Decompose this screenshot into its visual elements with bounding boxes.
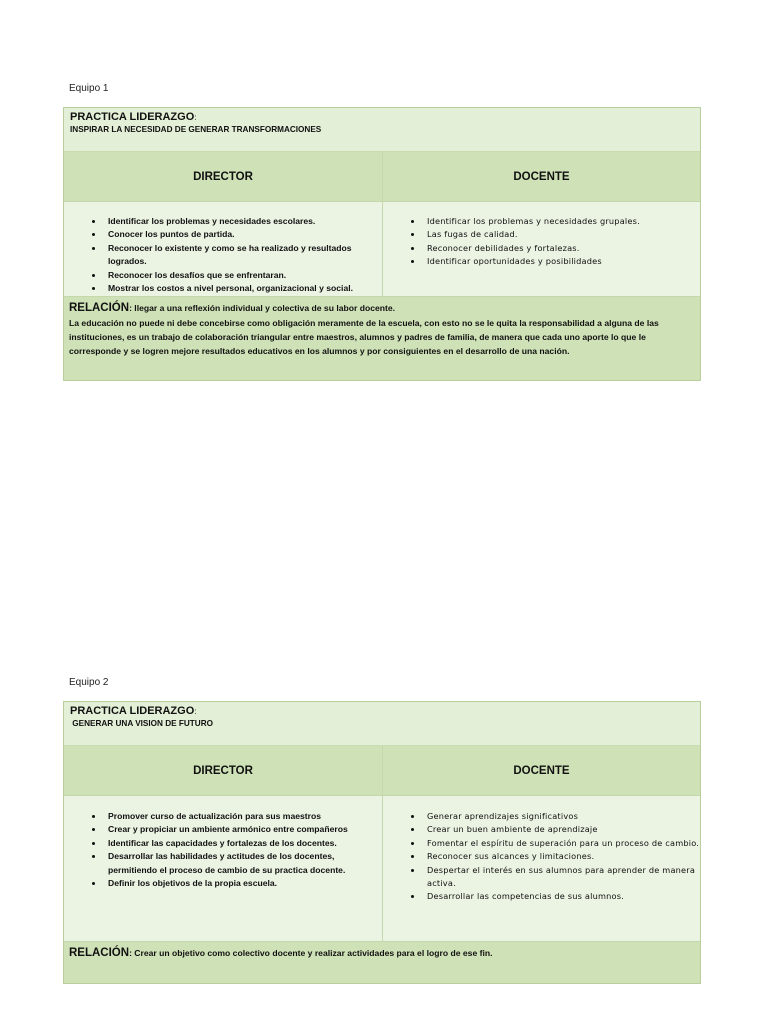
list-item: • Conocer los puntos de partida.	[104, 228, 382, 241]
director-column-header: DIRECTOR	[64, 746, 383, 796]
director-cell	[64, 796, 383, 941]
list-item: • Generar aprendizajes significativos	[423, 810, 700, 823]
table-header	[64, 108, 700, 152]
list-item: • Promover curso de actualización para sus maestros	[104, 810, 382, 823]
docente-cell	[383, 796, 700, 941]
list-item: • Reconocer debilidades y fortalezas.	[423, 242, 700, 255]
list-item: • Crear un buen ambiente de aprendizaje	[423, 823, 700, 836]
director-column-header: DIRECTOR	[64, 152, 383, 202]
list-item: • Mostrar los costos a nivel personal, organizacional y social.	[104, 282, 382, 295]
docente-column-header: DOCENTE	[383, 152, 700, 202]
list-item: • Reconocer lo existente y como se ha realizado y resultados logrados.	[104, 242, 382, 269]
relacion-label: RELACIÓN	[69, 302, 130, 314]
list-item: • Reconocer sus alcances y limitaciones.	[423, 850, 700, 863]
relacion-section	[64, 941, 700, 983]
list-item: • Despertar el interés en sus alumnos para aprender de manera activa.	[423, 864, 700, 891]
relacion-label: RELACIÓN	[69, 947, 130, 959]
director-cell	[64, 202, 383, 296]
relacion-text: : llegar a una reflexión individual y colectiva de su labor docente.	[129, 303, 396, 313]
docente-cell	[383, 202, 700, 296]
leadership-table-2	[63, 701, 701, 984]
docente-column-header: DOCENTE	[383, 746, 700, 796]
table-title: PRACTICA LIDERAZGO:	[70, 111, 197, 123]
list-item: • Crear y propiciar un ambiente armónico entre compañeros	[104, 823, 382, 836]
relacion-text: : Crear un objetivo como colectivo docente y realizar actividades para el logro de ese fin.	[129, 948, 493, 958]
table-subtitle: INSPIRAR LA NECESIDAD DE GENERAR TRANSFORMACIONES	[70, 125, 322, 134]
list-item: • Identificar las capacidades y fortalezas de los docentes.	[104, 837, 382, 850]
list-item: • Desarrollar las habilidades y actitudes de los docentes, permitiendo el proceso de cambio de su practica docente.	[104, 850, 382, 877]
list-item: • Identificar oportunidades y posibilidades	[423, 255, 700, 268]
relacion-section	[64, 296, 700, 380]
equipo-label: Equipo 1	[69, 83, 109, 94]
list-item: • Las fugas de calidad.	[423, 228, 700, 241]
list-item: • Identificar los problemas y necesidades escolares.	[104, 215, 382, 228]
table-subtitle: GENERAR UNA VISION DE FUTURO	[70, 719, 213, 728]
list-item: • Desarrollar las competencias de sus alumnos.	[423, 890, 700, 903]
leadership-table-1	[63, 107, 701, 381]
equipo-label: Equipo 2	[69, 677, 109, 688]
list-item: • Reconocer los desafíos que se enfrentaran.	[104, 269, 382, 282]
list-item: • Identificar los problemas y necesidades grupales.	[423, 215, 700, 228]
relacion-body: La educación no puede ni debe concebirse como obligación meramente de la escuela, con esto no se le quita la responsabilidad a alguna de las instituciones, es un trabajo de colaboración triangular entre maestros, alumnos y padres de familia, de manera que cada uno aporte lo que le corresponde y se logren mejore resultados educativos en los alumnos y por consiguientes en el desarrollo de una nación.	[69, 318, 659, 356]
list-item: • Definir los objetivos de la propia escuela.	[104, 877, 382, 890]
table-header	[64, 702, 700, 746]
table-title: PRACTICA LIDERAZGO:	[70, 705, 197, 717]
list-item: • Fomentar el espíritu de superación para un proceso de cambio.	[423, 837, 700, 850]
